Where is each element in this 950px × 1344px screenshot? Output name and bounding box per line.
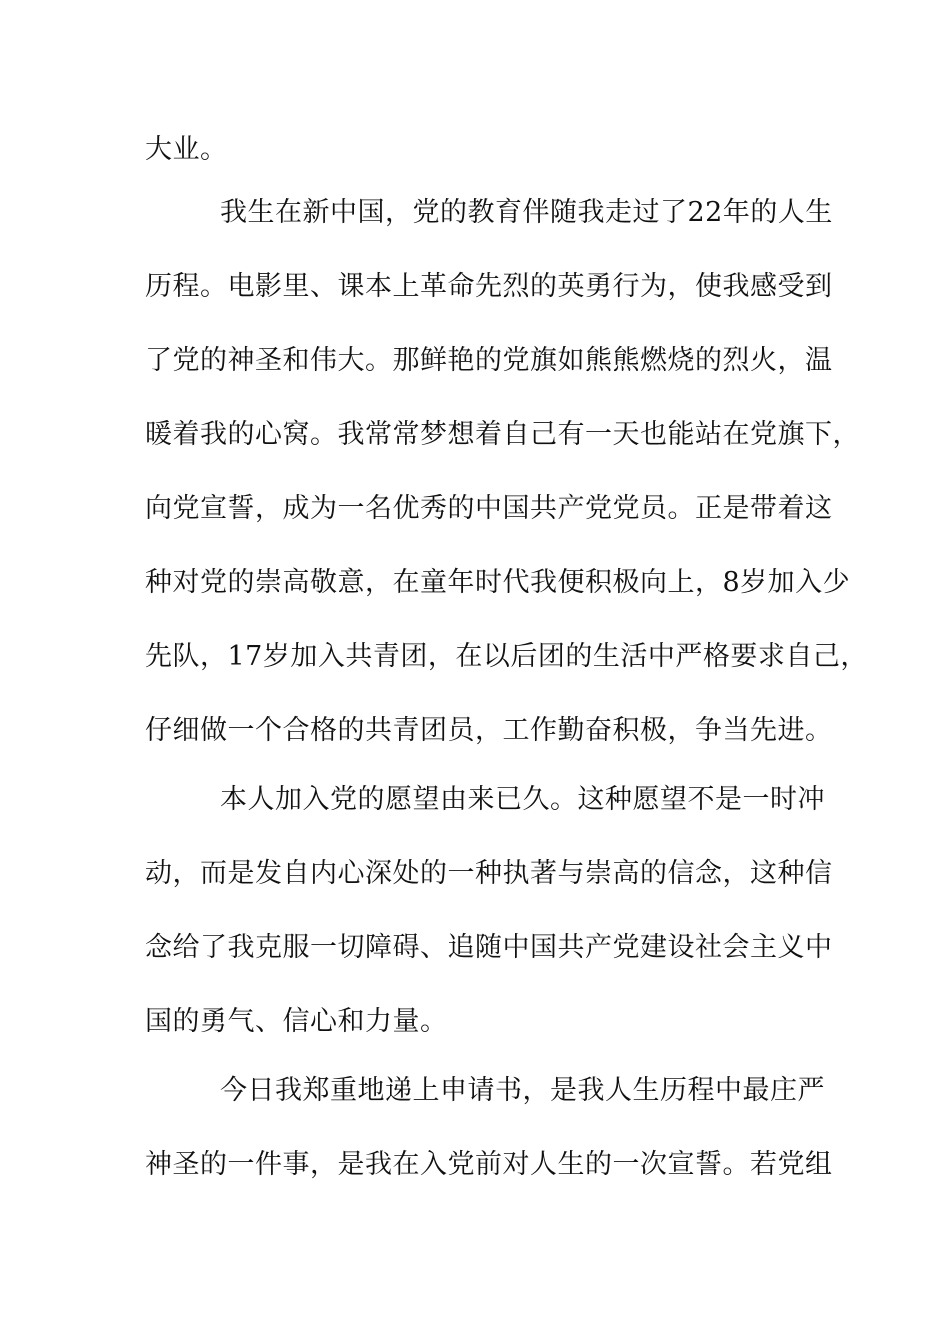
text-line: 动，而是发自内心深处的一种执著与崇高的信念，这种信: [145, 858, 833, 889]
paragraph-start-line: 今日我郑重地递上申请书，是我人生历程中最庄严: [220, 1075, 825, 1106]
text-line: 神圣的一件事，是我在入党前对人生的一次宣誓。若党组: [145, 1149, 833, 1180]
text-line: 仔细做一个合格的共青团员，工作勤奋积极，争当先进。: [145, 715, 833, 746]
text-line: 暖着我的心窝。我常常梦想着自己有一天也能站在党旗下，: [145, 419, 860, 450]
text-line: 向党宣誓，成为一名优秀的中国共产党党员。正是带着这: [145, 493, 833, 524]
text-line: 历程。电影里、课本上革命先烈的英勇行为，使我感受到: [145, 271, 833, 302]
paragraph-start-line: 本人加入党的愿望由来已久。这种愿望不是一时冲: [220, 784, 825, 815]
text-line: 念给了我克服一切障碍、追随中国共产党建设社会主义中: [145, 932, 833, 963]
text-line: 先队，17岁加入共青团，在以后团的生活中严格要求自己，: [145, 641, 868, 672]
text-line: 大业。: [145, 134, 228, 165]
paragraph-start-line: 我生在新中国，党的教育伴随我走过了22年的人生: [220, 197, 833, 228]
text-line: 了党的神圣和伟大。那鲜艳的党旗如熊熊燃烧的烈火，温: [145, 345, 833, 376]
text-line: 种对党的崇高敬意，在童年时代我便积极向上，8岁加入少: [145, 567, 851, 598]
text-line: 国的勇气、信心和力量。: [145, 1006, 448, 1037]
